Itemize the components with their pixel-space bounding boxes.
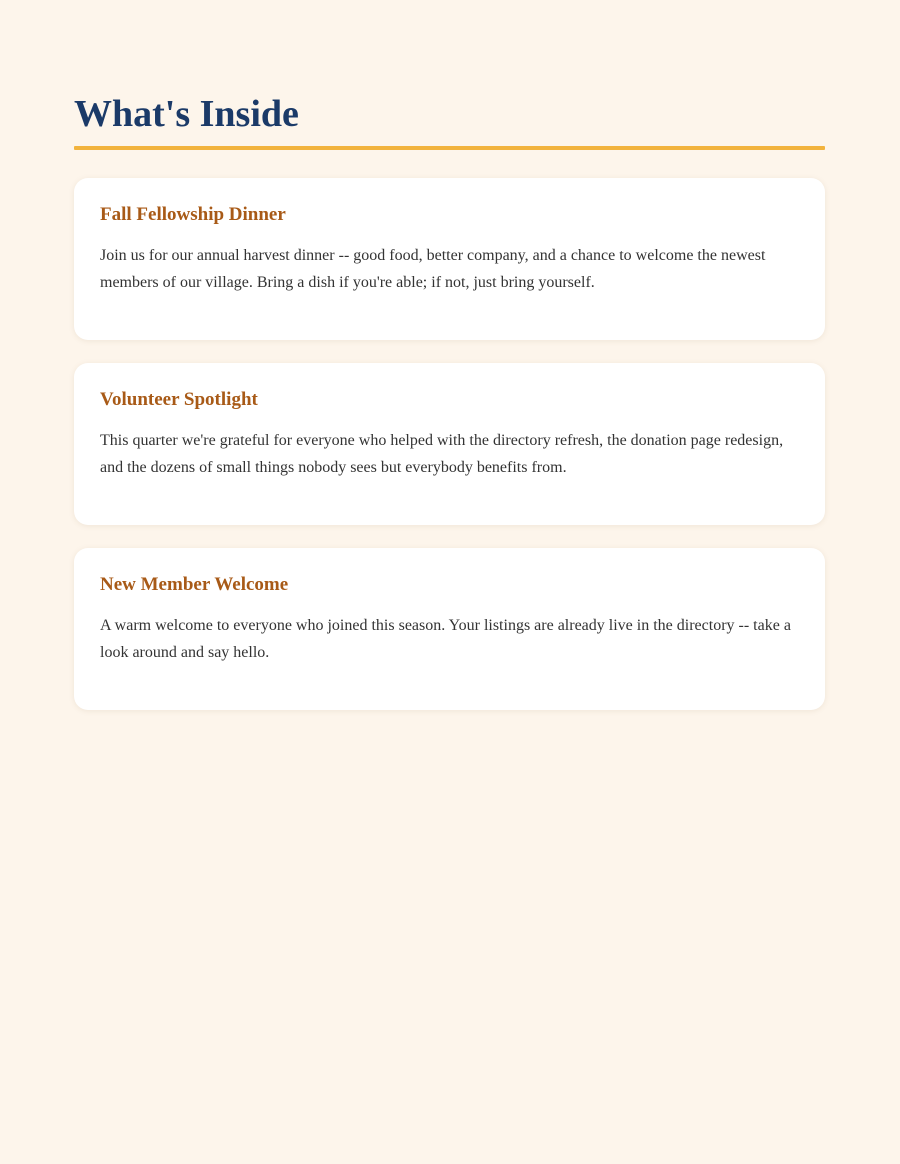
section-card-new-member-welcome bbox=[74, 548, 825, 710]
section-card-volunteer-spotlight bbox=[74, 363, 825, 525]
section-body: A warm welcome to everyone who joined this season. Your listings are already live in the directory -- take a look around and say hello. bbox=[100, 617, 791, 661]
title-divider bbox=[74, 146, 825, 150]
section-list bbox=[74, 178, 825, 710]
section-body: This quarter we're grateful for everyone who helped with the directory refresh, the donation page redesign, and the dozens of small things nobody sees but everybody benefits from. bbox=[100, 432, 784, 476]
section-card-fall-fellowship-dinner bbox=[74, 178, 825, 340]
section-title: Volunteer Spotlight bbox=[100, 389, 258, 410]
section-title: Fall Fellowship Dinner bbox=[100, 204, 286, 225]
section-title: New Member Welcome bbox=[100, 574, 289, 595]
newsletter-page bbox=[74, 92, 825, 733]
page-title: What's Inside bbox=[74, 93, 299, 135]
section-body: Join us for our annual harvest dinner -- good food, better company, and a chance to welcome the newest members of our village. Bring a dish if you're able; if not, just bring yourself. bbox=[100, 247, 766, 291]
